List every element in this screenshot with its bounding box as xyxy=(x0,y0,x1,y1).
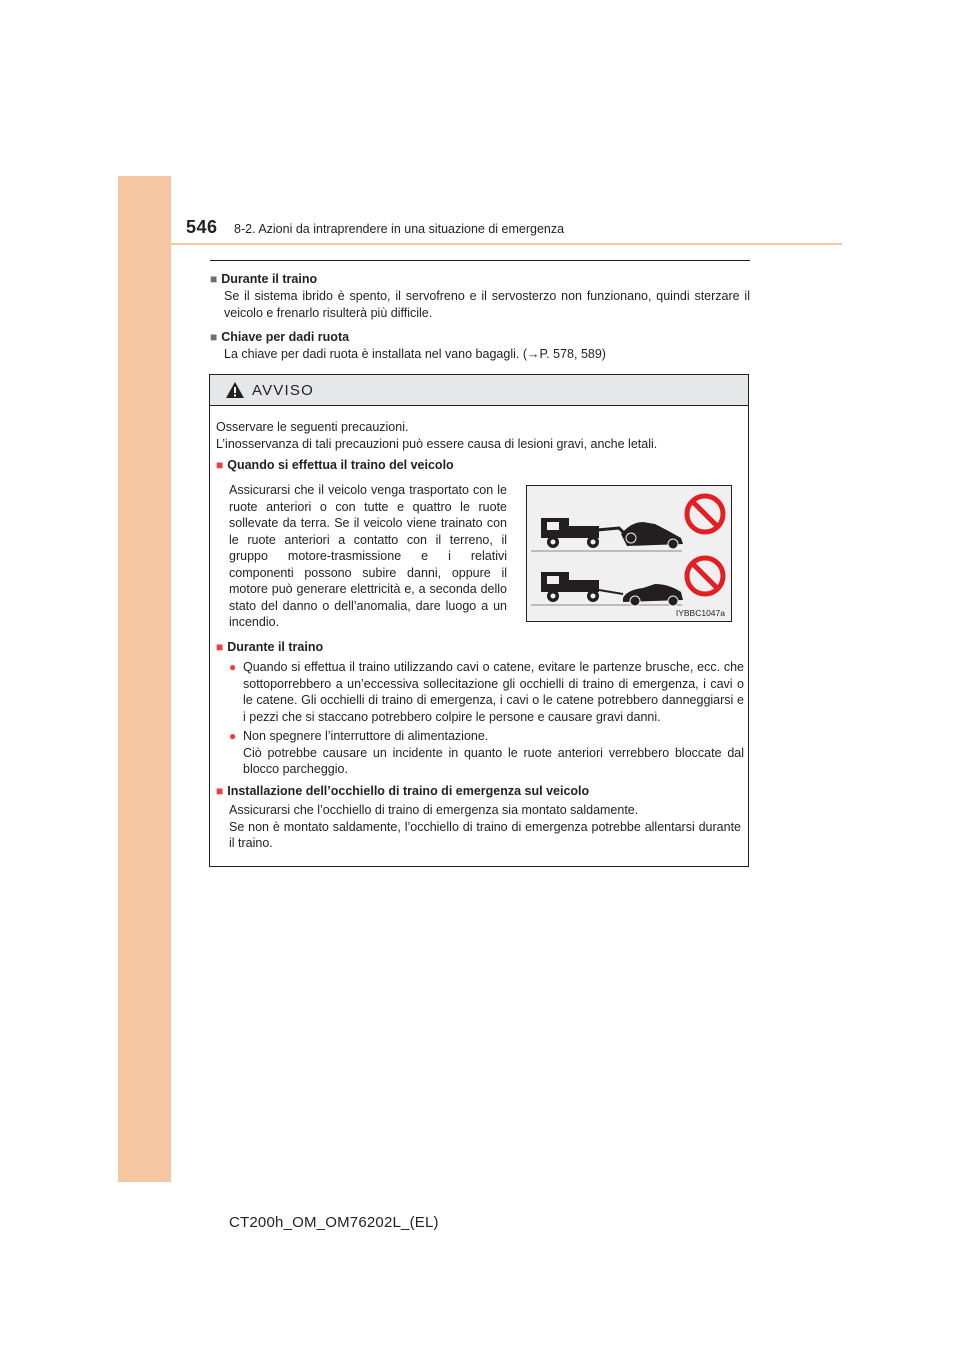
warning-section-during-towing xyxy=(216,638,742,656)
note-heading: Chiave per dadi ruota xyxy=(221,330,350,344)
warning-box xyxy=(209,374,749,867)
footer-code: CT200h_OM_OM76202L_(EL) xyxy=(229,1214,439,1231)
truck-front-lift xyxy=(531,518,683,551)
tow-truck-diagram xyxy=(527,486,731,621)
note-during-towing xyxy=(210,270,750,322)
bullet-text: Quando si effettua il traino utilizzando cavi o catene, evitare le partenze brusche, ecc. che sottoporrebbero a un’eccessiva sollecitazione gli occhielli di traino di emergenza, i cavi o le catene. Gli occhielli di traino di emergenza, i cavi o le catene potrebbero danneggiarsi e i pezzi che si staccano potrebbero colpire le persone e causare gravi danni. xyxy=(243,660,744,724)
bullet-item xyxy=(229,728,744,778)
square-bullet-icon: ■ xyxy=(210,330,218,344)
section-heading: Installazione dell’occhiello di traino di emergenza sul veicolo xyxy=(227,784,590,798)
header-rule xyxy=(171,243,842,245)
prohibition-sign-icon xyxy=(687,558,723,594)
note-heading: Durante il traino xyxy=(221,272,318,286)
square-bullet-icon: ■ xyxy=(216,458,224,472)
bullet-text: Ciò potrebbe causare un incidente in quanto le ruote anteriori verrebbero bloccate dal blocco parcheggio. xyxy=(243,745,744,776)
warning-title: AVVISO xyxy=(252,382,314,399)
note-wheel-wrench xyxy=(210,328,750,363)
figure-code: IYBBC1047a xyxy=(675,608,725,618)
warning-section-tow-eye xyxy=(216,782,742,800)
section-tow-eye-text xyxy=(229,802,741,852)
section-heading: Quando si effettua il traino del veicolo xyxy=(227,458,454,472)
section-text: Assicurarsi che l’occhiello di traino di emergenza sia montato saldamente. xyxy=(229,803,639,817)
bullet-dot-icon: ● xyxy=(229,729,237,743)
note-text: Se il sistema ibrido è spento, il servofreno e il servosterzo non funzionano, quindi sterzare il veicolo e frenarlo risulterà più difficile. xyxy=(224,289,750,320)
warning-header xyxy=(210,375,748,406)
page-number: 546 xyxy=(186,217,218,237)
note-text: La chiave per dadi ruota è installata nel vano bagagli. (→P. 578, 589) xyxy=(224,347,606,361)
square-bullet-icon: ■ xyxy=(216,640,224,654)
section-text: Se non è montato saldamente, l’occhiello di traino di emergenza potrebbe allentarsi durante il traino. xyxy=(229,819,741,850)
warning-intro-line-2: L’inosservanza di tali precauzioni può essere causa di lesioni gravi, anche letali. xyxy=(216,436,658,451)
content-top-rule xyxy=(210,260,750,261)
bullet-dot-icon: ● xyxy=(229,660,237,674)
square-bullet-icon: ■ xyxy=(210,272,218,286)
prohibition-sign-icon xyxy=(687,496,723,532)
warning-intro xyxy=(216,419,742,452)
section-heading: Durante il traino xyxy=(227,640,324,654)
side-color-band xyxy=(118,176,171,1182)
warning-triangle-icon xyxy=(226,382,244,398)
square-bullet-icon: ■ xyxy=(216,784,224,798)
bullet-item xyxy=(229,659,744,725)
towing-illustration xyxy=(526,485,732,622)
truck-flat-tow xyxy=(531,572,683,606)
warning-section-towing-vehicle xyxy=(216,456,742,474)
warning-intro-line-1: Osservare le seguenti precauzioni. xyxy=(216,420,409,434)
section-towing-text: Assicurarsi che il veicolo venga trasportato con le ruote anteriori o con tutte e quattro le ruote sollevate da terra. Se il veicolo viene trainato con le ruote anteriori a contatto con il terreno, il gruppo motore-trasmissione e i relativi componenti possono subire danni, oppure il motore può generare elettricità e, a seconda dello stato del danno o dell’anomalia, dare luogo a un incendio. xyxy=(229,483,507,629)
bullet-text: Non spegnere l’interruttore di alimentazione. xyxy=(243,729,489,743)
section-title: 8-2. Azioni da intraprendere in una situazione di emergenza xyxy=(234,222,565,236)
